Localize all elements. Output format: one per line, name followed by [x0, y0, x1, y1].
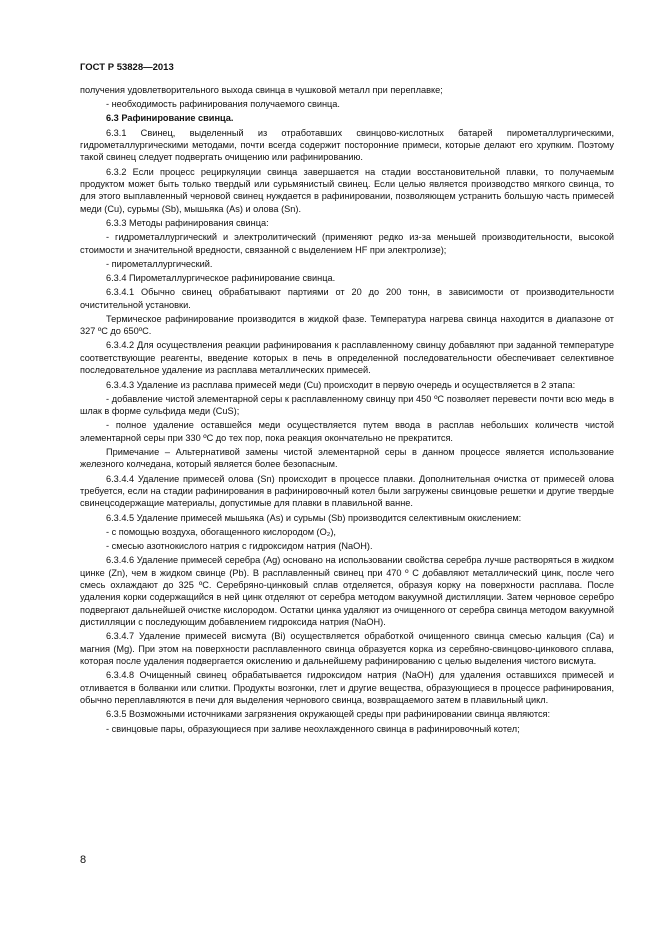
- page-body: [80, 84, 614, 737]
- paragraph: 6.3.4.6 Удаление примесей серебра (Ag) основано на использовании свойства серебра лучше растворяться в жидком цинке (Zn), чем в жидком свинце (Pb). В расплавленный свинец при 470 º С добавляют металлический цинк, после чего смесь охлаждают до 325 ºС. Серебряно-цинковый сплав отделяется, образуя корку на поверхности расплава. После удаления корки содержащийся в ней цинк отделяют от серебра методом вакуумной дистилляции. Затем черновое серебро подвергают дальнейшей очистке кислородом. Остатки цинка удаляют из очищенного от серебра свинца методом вакуумной дистилляции с последующим добавлением гидроксида натрия (NaOH).: [80, 555, 614, 628]
- list-item: - добавление чистой элементарной серы к расплавленному свинцу при 450 ºС позволяет перевести почти всю медь в шлак в форме сульфида меди (CuS);: [80, 393, 614, 417]
- paragraph: 6.3.4.5 Удаление примесей мышьяка (As) и сурьмы (Sb) производится селективным окислением:: [106, 512, 522, 523]
- paragraph: 6.3.4.3 Удаление из расплава примесей меди (Cu) происходит в первую очередь и осуществляется в 2 этапа:: [106, 379, 576, 390]
- paragraph: 6.3.4.8 Очищенный свинец обрабатывается гидроксидом натрия (NaOH) для удаления оставшихся примесей и отливается в болванки или слитки. Продукты возгонки, глет и другие вещества, образующиеся в процессе рафинирования, обычно переплавляются в печи для выделения чернового свинца, возвращаемого затем в плавильный цикл.: [80, 670, 614, 706]
- paragraph: 6.3.4.4 Удаление примесей олова (Sn) происходит в процессе плавки. Дополнительная очистка от примесей олова требуется, если на стадии рафинирования в рафинировочный котел были загружены свинцовые решетки и другие твердые свинецсодержащие материалы, допустимые для плавки в плавильной ванне.: [80, 473, 614, 509]
- list-item: - с помощью воздуха, обогащенного кислородом (O₂),: [106, 526, 336, 537]
- paragraph: 6.3.5 Возможными источниками загрязнения окружающей среды при рафинировании свинца являются:: [106, 709, 551, 720]
- list-item: - смесью азотнокислого натрия с гидроксидом натрия (NaOH).: [106, 540, 373, 551]
- document-header: ГОСТ Р 53828—2013: [80, 62, 174, 73]
- list-item: - пирометаллургический.: [106, 258, 213, 269]
- paragraph: 6.3.4 Пирометаллургическое рафинирование свинца.: [106, 273, 336, 284]
- note: Примечание – Альтернативой замены чистой элементарной серы в данном процессе является использование железного колчедана, который является более безопасным.: [80, 446, 614, 470]
- list-item: - необходимость рафинирования получаемого свинца.: [106, 99, 340, 110]
- paragraph: 6.3.1 Свинец, выделенный из отработавших свинцово-кислотных батарей пирометаллургическими, гидрометаллургическими методами, почти всегда содержит посторонние примеси, которые делают его хрупким. Поэтому такой свинец следует подвергать очищению или рафинированию.: [80, 127, 614, 163]
- paragraph: 6.3.2 Если процесс рециркуляции свинца завершается на стадии восстановительной плавки, то получаемым продуктом может быть только твердый или сурьмянистый свинец. Если целью является производство мягкого свинца, то для этого выплавленный черновой свинец нуждается в рафинировании, позволяющем устранить большую часть примесей меди (Cu), сурьмы (Sb), мышьяка (As) и олова (Sn).: [80, 166, 614, 214]
- list-item: - свинцовые пары, образующиеся при заливе неохлажденного свинца в рафинировочный котел;: [106, 723, 520, 734]
- paragraph: 6.3.4.1 Обычно свинец обрабатывают партиями от 20 до 200 тонн, в зависимости от производительности очистительной установки.: [80, 287, 614, 310]
- paragraph: 6.3.3 Методы рафинирования свинца:: [106, 218, 269, 229]
- list-item: - гидрометаллургический и электролитический (применяют редко из-за меньшей производительности, высокой стоимости и значительной вредности, связанной с выделением HF при электролизе);: [80, 232, 614, 255]
- paragraph: получения удовлетворительного выхода свинца в чушковой металл при переплавке;: [80, 85, 443, 95]
- list-item: - полное удаление оставшейся меди осуществляется путем ввода в расплав небольших количеств чистой элементарной серы при 330 ºС до тех пор, пока реакция окончательно не прекратится.: [80, 420, 614, 443]
- paragraph: 6.3.4.7 Удаление примесей висмута (Bi) осуществляется обработкой очищенного свинца смесью кальция (Ca) и магния (Mg). При этом на поверхности расплавленного свинца образуется корка из серебяно-свинцово-цинкового сплава, которая после удаления подвергается окислению и дальнейшему рафинированию с целью выделения чистого висмута.: [80, 631, 614, 667]
- paragraph: Термическое рафинирование производится в жидкой фазе. Температура нагрева свинца находится в диапазоне от 327 ºС до 650ºС.: [80, 313, 614, 337]
- page-number: 8: [80, 854, 87, 866]
- paragraph: 6.3.4.2 Для осуществления реакции рафинирования к расплавленному свинцу добавляют при заданной температуре соответствующие реагенты, введение которых в печь в определенной последовательности обеспечивает селективное последовательное удаление из расплава металлических примесей.: [80, 340, 614, 376]
- section-heading: 6.3 Рафинирование свинца.: [106, 113, 234, 124]
